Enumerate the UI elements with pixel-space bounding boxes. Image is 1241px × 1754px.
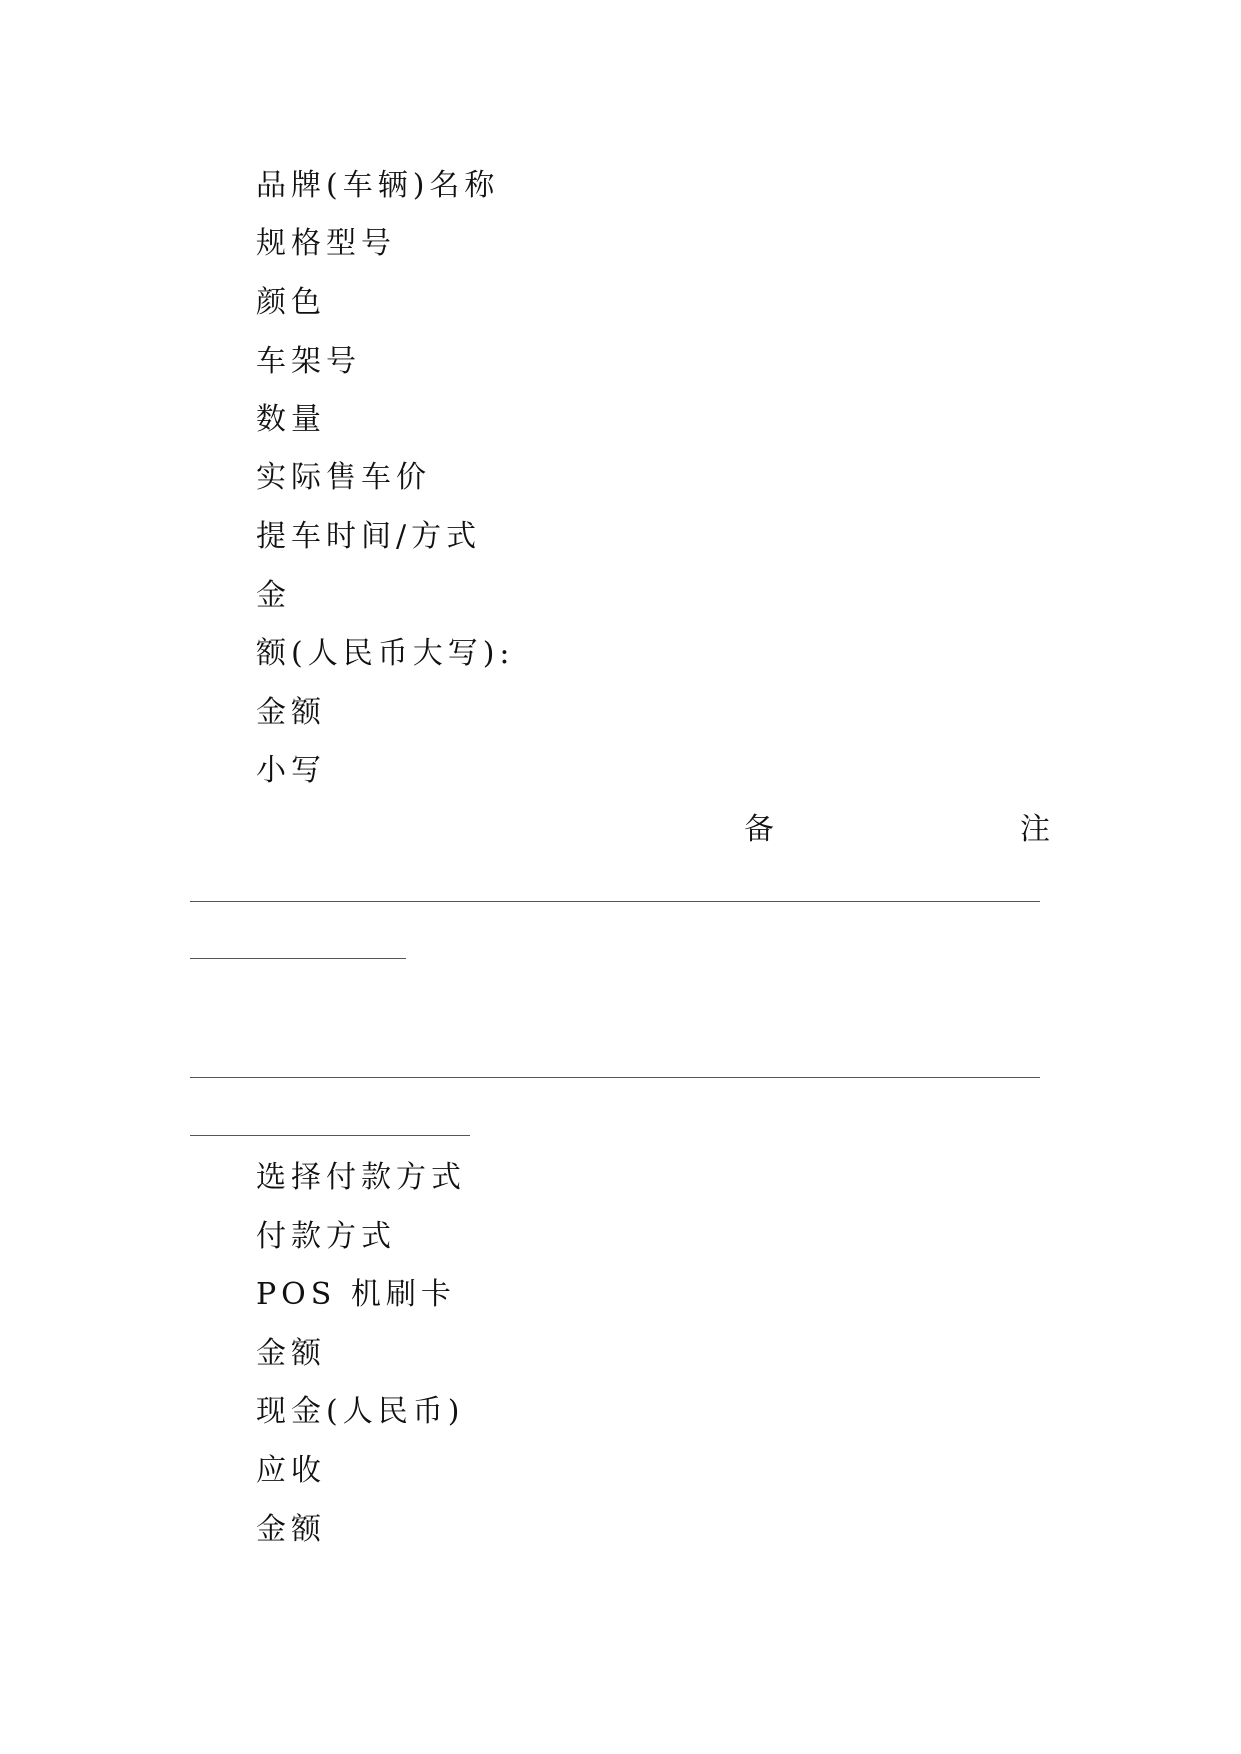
remark-label-left: 备 bbox=[744, 812, 774, 847]
field-amount: 金额 bbox=[256, 695, 326, 730]
remark-blank-line-4 bbox=[190, 1135, 470, 1136]
field-payment-method: 付款方式 bbox=[256, 1219, 396, 1254]
field-actual-price: 实际售车价 bbox=[256, 460, 431, 495]
field-color: 颜色 bbox=[256, 285, 326, 320]
remark-blank-line-3 bbox=[190, 1077, 1040, 1078]
remark-label-right: 注 bbox=[1020, 812, 1050, 847]
field-lowercase: 小写 bbox=[256, 753, 326, 788]
field-cash-rmb: 现金(人民币) bbox=[256, 1394, 465, 1429]
remark-blank-line-2 bbox=[190, 958, 406, 959]
field-pos-amount: 金额 bbox=[256, 1336, 326, 1371]
field-pickup-time-method: 提车时间/方式 bbox=[256, 519, 482, 554]
field-select-payment-method: 选择付款方式 bbox=[256, 1160, 466, 1195]
field-amount-uppercase: 额(人民币大写): bbox=[256, 636, 515, 671]
field-receivable: 应收 bbox=[256, 1453, 326, 1488]
field-pos-card: POS 机刷卡 bbox=[256, 1277, 456, 1312]
field-model-spec: 规格型号 bbox=[256, 226, 396, 261]
remark-blank-line-1 bbox=[190, 901, 1040, 902]
field-amount-part1: 金 bbox=[256, 578, 291, 613]
field-receivable-amount: 金额 bbox=[256, 1512, 326, 1547]
field-frame-number: 车架号 bbox=[256, 344, 361, 379]
field-quantity: 数量 bbox=[256, 402, 326, 437]
field-brand-name: 品牌(车辆)名称 bbox=[256, 168, 500, 203]
